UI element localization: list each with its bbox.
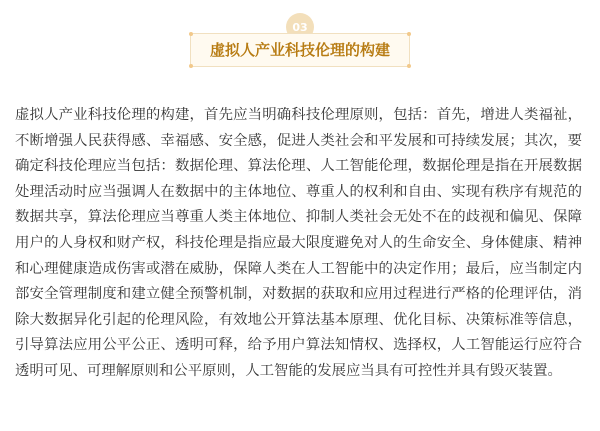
body-paragraph: 虚拟人产业科技伦理的构建，首先应当明确科技伦理原则，包括：首先，增进人类福祉，不断增强人民获得感、幸福感、安全感，促进人类社会和平发展和可持续发展；其次，要确定科技伦理应当包括：数据伦理、算法伦理、人工智能伦理，数据伦理是指在开展数据处理活动时应当强调人在数据中的主体地位、尊重人的权利和自由、实现有秩序有规范的数据共享，算法伦理应当尊重人类主体地位、抑制人类社会无处不在的歧视和偏见、保障用户的人身权和财产权，科技伦理是指应最大限度避免对人的生命安全、身体健康、精神和心理健康造成伤害或潜在威胁，保障人类在人工智能中的决定作用；最后，应当制定内部安全管理制度和建立健全预警机制，对数据的获取和应用过程进行严格的伦理评估，消除大数据异化引起的伦理风险，有效地公开算法基本原理、优化目标、决策标准等信息，引导算法应用公平公正、透明可释，给予用户算法知情权、选择权，人工智能运行应符合透明可见、可理解原则和公平原则，人工智能的发展应当具有可控性并具有毁灭装置。 — [15, 107, 582, 379]
section-title-bar — [190, 33, 410, 67]
section-title: 虚拟人产业科技伦理的构建 — [209, 40, 390, 59]
section-number: 03 — [292, 20, 308, 34]
section-header — [0, 0, 600, 80]
